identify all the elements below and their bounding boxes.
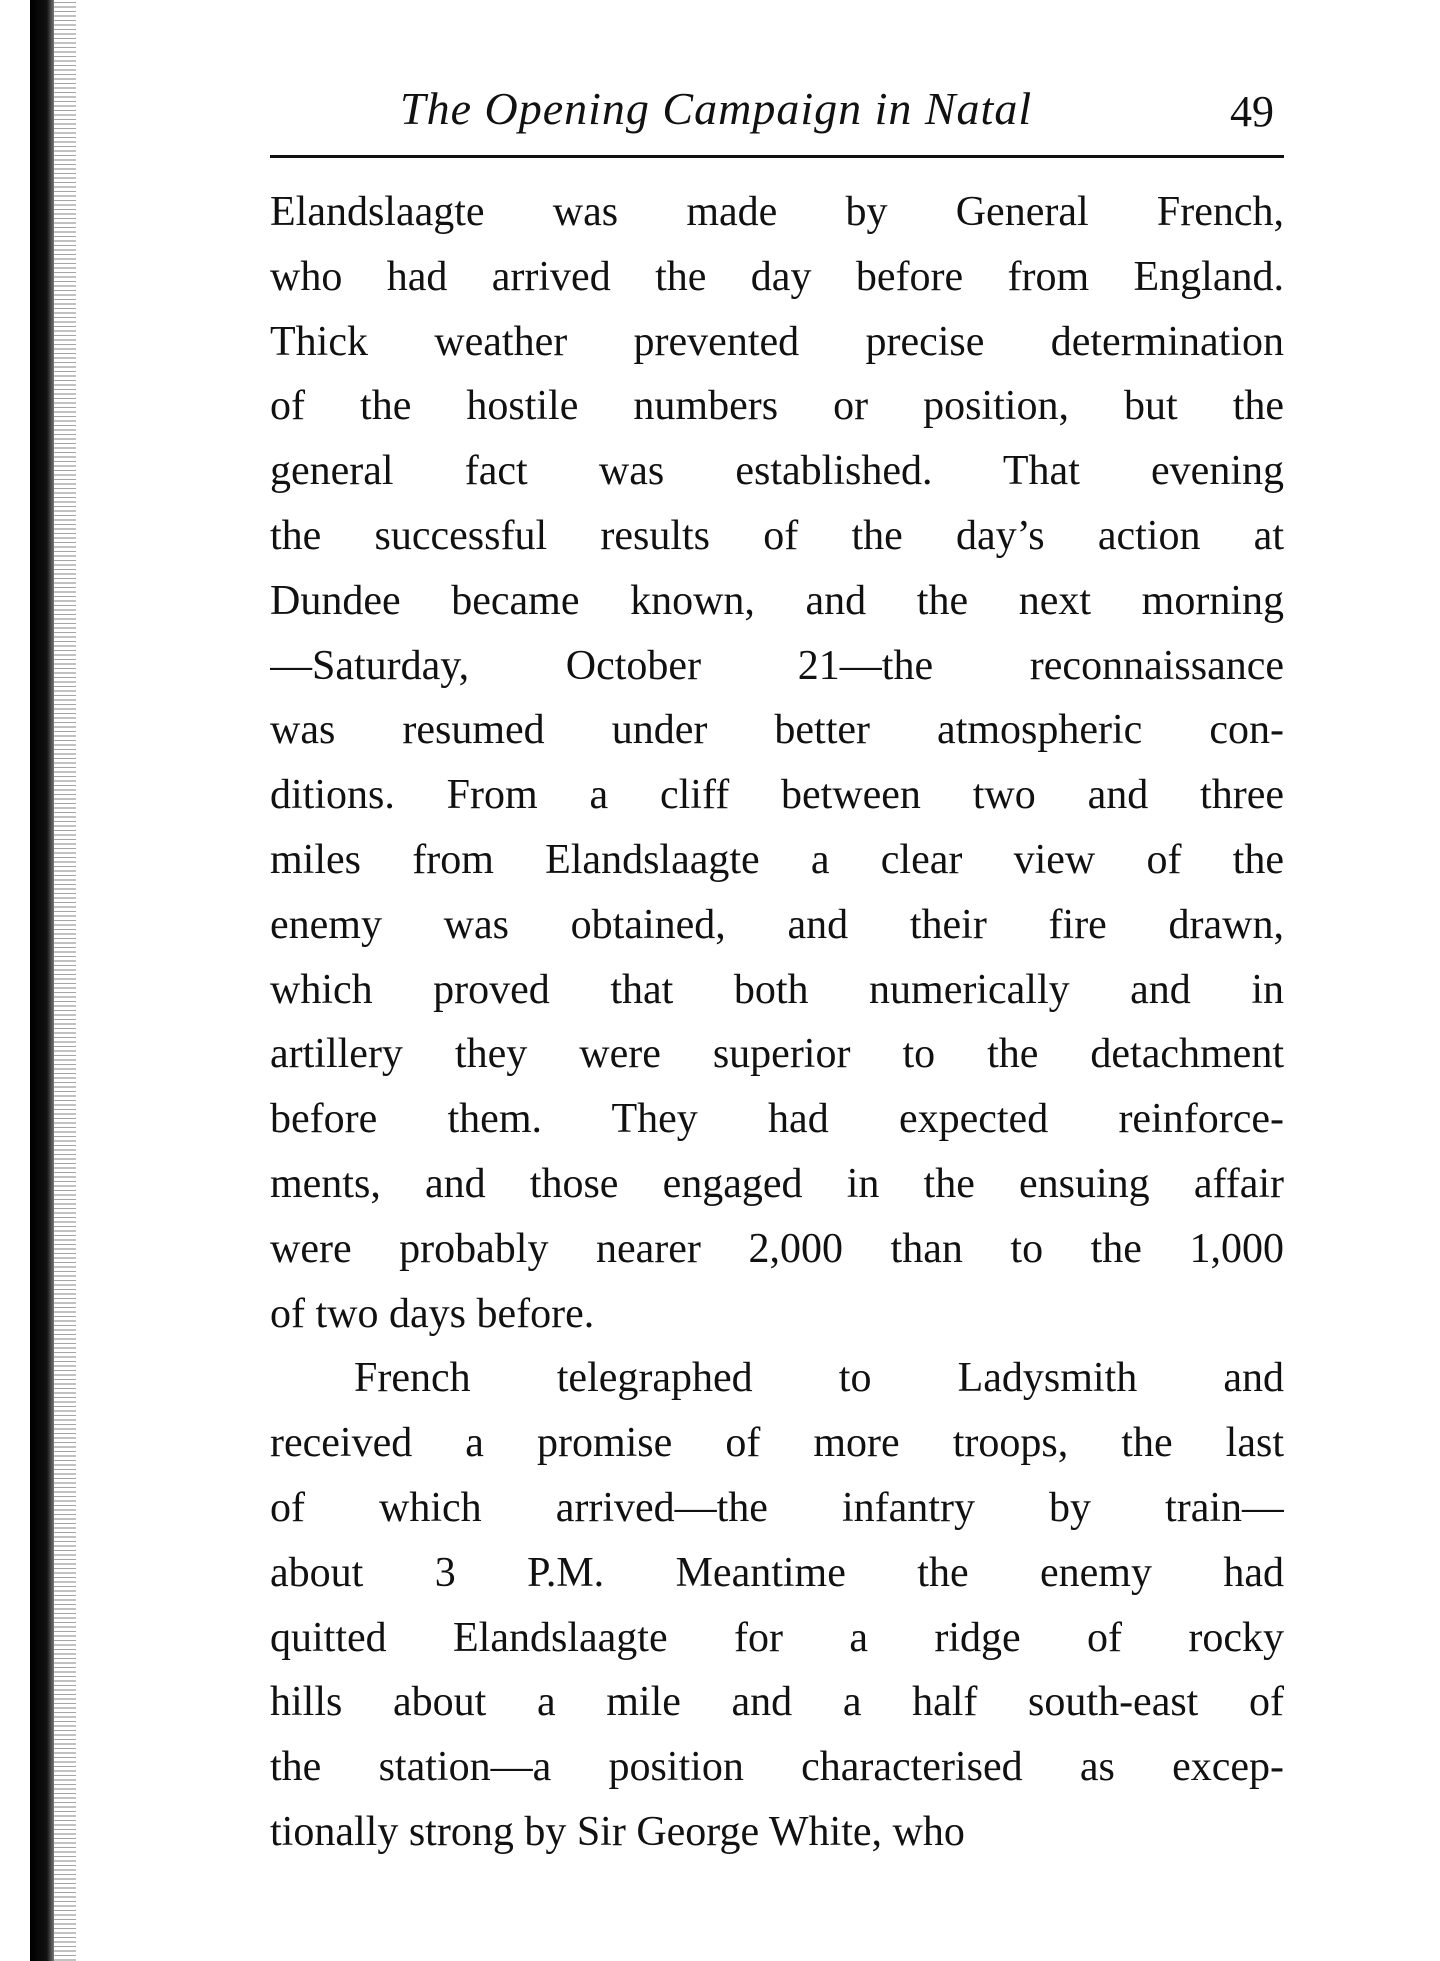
- body-text: [270, 180, 1284, 1865]
- binding-shadow: [54, 0, 76, 1961]
- text-line: was resumed under better atmospheric con-: [270, 707, 1284, 754]
- text-line: general fact was established. That evening: [270, 448, 1284, 495]
- text-line: Dundee became known, and the next morning: [270, 577, 1284, 624]
- text-line: the station—a position characterised as excep-: [270, 1744, 1284, 1791]
- text-line: quitted Elandslaagte for a ridge of rocky: [270, 1614, 1284, 1661]
- text-line: tionally strong by Sir George White, who: [270, 1808, 965, 1855]
- text-line: which proved that both numerically and in: [270, 966, 1284, 1013]
- text-line: miles from Elandslaagte a clear view of the: [270, 836, 1284, 883]
- text-line: —Saturday, October 21—the reconnaissance: [270, 642, 1284, 689]
- text-line: French telegraphed to Ladysmith and: [354, 1355, 1284, 1402]
- text-line: were probably nearer 2,000 than to the 1,000: [270, 1225, 1284, 1272]
- text-line: ments, and those engaged in the ensuing affair: [270, 1160, 1284, 1207]
- text-line: enemy was obtained, and their fire drawn,: [270, 901, 1284, 948]
- page-number: 49: [1230, 87, 1274, 136]
- text-line: who had arrived the day before from England.: [270, 253, 1284, 300]
- text-line: hills about a mile and a half south-east of: [270, 1679, 1284, 1726]
- text-line: of the hostile numbers or position, but the: [270, 383, 1284, 430]
- text-line: Thick weather prevented precise determination: [270, 318, 1284, 365]
- running-title: The Opening Campaign in Natal: [400, 83, 1033, 134]
- text-line: the successful results of the day’s action at: [270, 512, 1284, 559]
- text-line: of which arrived—the infantry by train—: [270, 1484, 1284, 1531]
- header-rule: [270, 155, 1284, 158]
- text-line: Elandslaagte was made by General French,: [270, 189, 1284, 235]
- text-line: ditions. From a cliff between two and three: [270, 772, 1284, 819]
- text-line: before them. They had expected reinforce-: [270, 1096, 1284, 1143]
- book-binding-edge: [30, 0, 54, 1961]
- text-line: received a promise of more troops, the last: [270, 1420, 1284, 1467]
- page-header: [270, 82, 1284, 136]
- text-line: artillery they were superior to the detachment: [270, 1031, 1284, 1078]
- text-line: about 3 P.M. Meantime the enemy had: [270, 1549, 1284, 1596]
- text-line: of two days before.: [270, 1290, 595, 1337]
